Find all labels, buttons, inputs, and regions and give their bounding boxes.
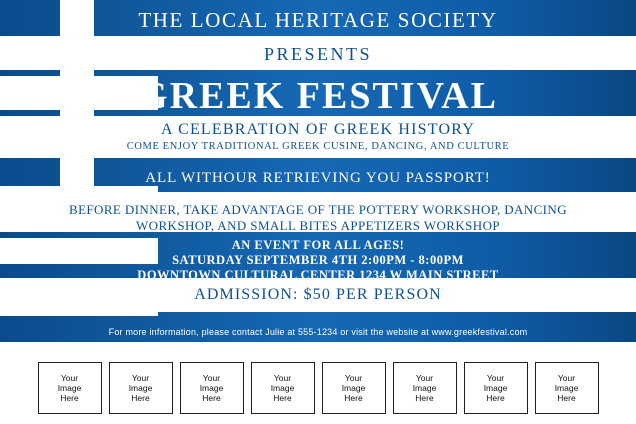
placeholder-line-1: Your: [60, 373, 79, 383]
placeholder-line-1: Your: [486, 373, 505, 383]
placeholder-line-3: Here: [202, 393, 221, 403]
placeholder-line-1: Your: [415, 373, 434, 383]
image-placeholder[interactable]: [38, 362, 102, 414]
placeholder-line-1: Your: [131, 373, 150, 383]
event-line-2: SATURDAY SEPTEMBER 4TH 2:00PM - 8:00PM: [172, 253, 464, 267]
contact-line: For more information, please contact Julie at 555-1234 or visit the website at www.greekfestival.com: [108, 327, 528, 337]
placeholder-line-2: Image: [57, 383, 82, 393]
image-placeholder[interactable]: [322, 362, 386, 414]
placeholder-line-3: Here: [344, 393, 363, 403]
placeholder-line-1: Your: [557, 373, 576, 383]
admission-line: ADMISSION: $50 PER PERSON: [194, 286, 442, 303]
placeholder-line-3: Here: [131, 393, 150, 403]
celebration-line: A CELEBRATION OF GREEK HISTORY: [161, 121, 475, 138]
image-placeholder[interactable]: [535, 362, 599, 414]
placeholder-line-3: Here: [60, 393, 79, 403]
placeholder-line-3: Here: [415, 393, 434, 403]
workshop-line-2: WORKSHOP, AND SMALL BITES APPETIZERS WORKSHOP: [136, 218, 500, 233]
placeholder-line-3: Here: [273, 393, 292, 403]
event-title: GREEK FESTIVAL: [138, 75, 498, 117]
society-title: THE LOCAL HERITAGE SOCIETY: [138, 8, 498, 32]
placeholder-line-2: Image: [199, 383, 224, 393]
event-line-1: AN EVENT FOR ALL AGES!: [231, 238, 405, 252]
placeholder-line-1: Your: [344, 373, 363, 383]
placeholder-line-2: Image: [483, 383, 508, 393]
placeholder-line-2: Image: [128, 383, 153, 393]
image-placeholder[interactable]: [109, 362, 173, 414]
placeholder-line-3: Here: [557, 393, 576, 403]
placeholder-line-1: Your: [273, 373, 292, 383]
placeholder-line-2: Image: [270, 383, 295, 393]
placeholder-line-2: Image: [412, 383, 437, 393]
event-line-3: DOWNTOWN CULTURAL CENTER 1234 W MAIN STREET: [137, 268, 499, 282]
presents-label: PRESENTS: [263, 44, 373, 64]
event-details: [0, 238, 636, 283]
passport-line: ALL WITHOUR RETRIEVING YOU PASSPORT!: [145, 170, 491, 186]
placeholder-line-2: Image: [554, 383, 579, 393]
image-placeholder-strip: [0, 352, 636, 424]
workshop-line-1: BEFORE DINNER, TAKE ADVANTAGE OF THE POTTERY WORKSHOP, DANCING: [69, 202, 567, 217]
placeholder-line-3: Here: [486, 393, 505, 403]
placeholder-line-2: Image: [341, 383, 366, 393]
workshop-lines: [0, 202, 636, 234]
image-placeholder[interactable]: [180, 362, 244, 414]
placeholder-line-1: Your: [202, 373, 221, 383]
image-placeholder[interactable]: [464, 362, 528, 414]
image-placeholder[interactable]: [393, 362, 457, 414]
image-placeholder[interactable]: [251, 362, 315, 414]
come-enjoy-line: COME ENJOY TRADITIONAL GREEK CUSINE, DANCING, AND CULTURE: [126, 141, 510, 152]
